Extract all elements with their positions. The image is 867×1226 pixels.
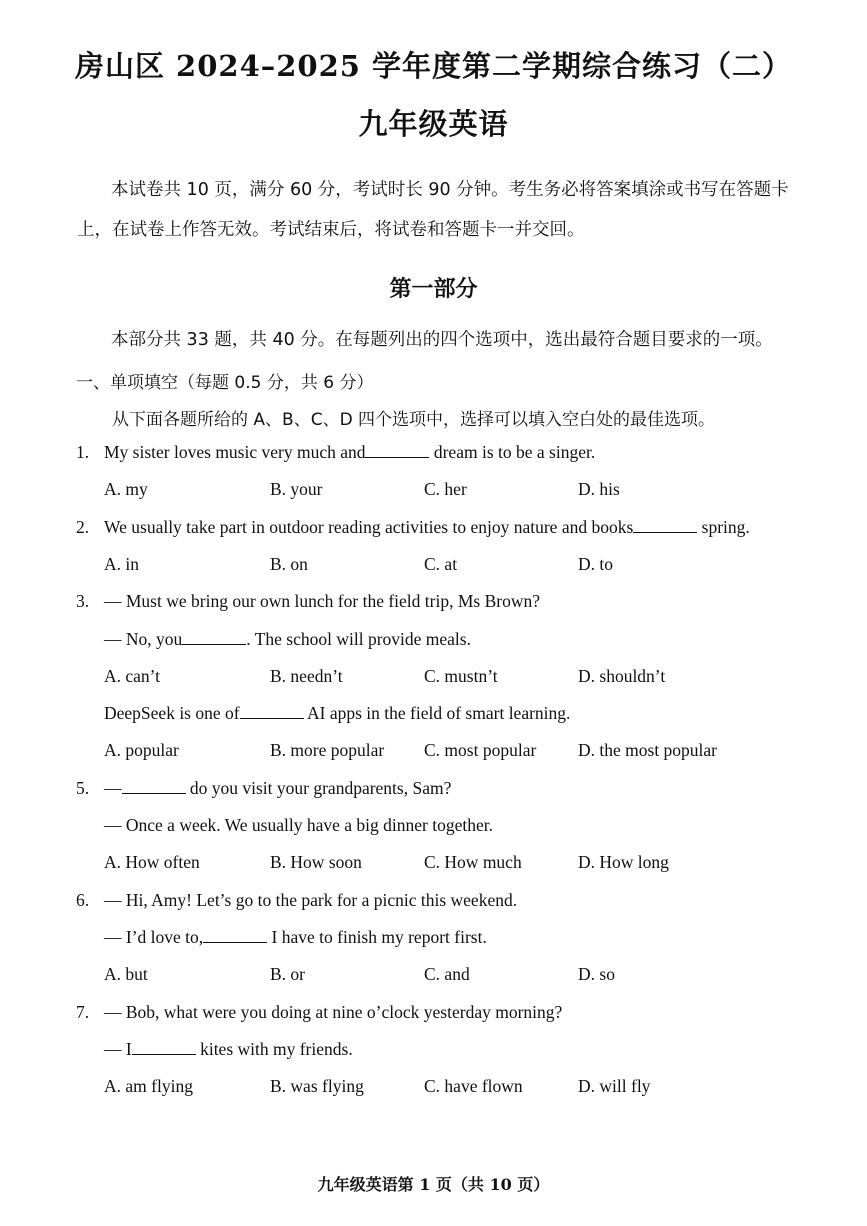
- option-d: D. shouldn’t: [578, 665, 666, 686]
- option-d: D. How long: [578, 852, 669, 873]
- option-a: A. my: [104, 479, 148, 500]
- question-stem: — Once a week. We usually have a big dinner together.: [104, 815, 493, 835]
- answer-blank: [132, 1040, 196, 1055]
- option-a: A. How often: [104, 852, 200, 873]
- question-number: 1.: [76, 442, 90, 462]
- question-number: 7.: [76, 1001, 90, 1022]
- question-stem: We usually take part in outdoor reading activities to enjoy nature and books spring.: [104, 516, 750, 537]
- option-c: C. How much: [424, 852, 522, 873]
- option-a: A. am flying: [104, 1076, 193, 1097]
- option-a: A. popular: [104, 740, 179, 761]
- option-b: B. was flying: [270, 1076, 364, 1097]
- question-stem: — do you visit your grandparents, Sam?: [104, 777, 452, 798]
- option-c: C. at: [424, 553, 458, 574]
- option-d: D. to: [578, 553, 613, 574]
- answer-blank: [122, 779, 186, 794]
- part-intro: 本部分共 33 题，共 40 分。在每题列出的四个选项中，选出最符合题目要求的一项。: [111, 330, 773, 350]
- option-a: A. can’t: [104, 665, 161, 686]
- option-b: B. your: [270, 479, 323, 500]
- option-c: C. most popular: [424, 740, 537, 761]
- question-stem: — Bob, what were you doing at nine o’clock yesterday morning?: [104, 1001, 563, 1022]
- answer-blank: [240, 704, 304, 719]
- section-title: 一、单项填空（每题 0.5 分，共 6 分）: [76, 373, 374, 393]
- question-stem: — Must we bring our own lunch for the field trip, Ms Brown?: [104, 591, 540, 612]
- question-number: 2.: [76, 516, 90, 537]
- option-c: C. her: [424, 479, 467, 500]
- option-c: C. and: [424, 964, 470, 985]
- option-a: A. but: [104, 964, 148, 985]
- answer-blank: [633, 518, 697, 533]
- option-d: D. will fly: [578, 1076, 651, 1097]
- section-direction: 从下面各题所给的 A、B、C、D 四个选项中，选择可以填入空白处的最佳选项。: [112, 410, 716, 430]
- question-stem: — No, you . The school will provide meals.: [104, 628, 471, 649]
- question-stem: — I’d love to, I have to finish my report first.: [104, 926, 487, 947]
- question-stem: My sister loves music very much and dream is to be a singer.: [104, 442, 596, 462]
- part-title: 第一部分: [389, 276, 478, 302]
- option-a: A. in: [104, 553, 139, 574]
- option-b: B. or: [270, 964, 305, 985]
- answer-blank: [203, 928, 267, 943]
- question-stem: — I kites with my friends.: [104, 1038, 353, 1059]
- option-d: D. his: [578, 479, 620, 500]
- option-b: B. needn’t: [270, 665, 343, 686]
- exam-title: 房山区 2024–2025 学年度第二学期综合练习（二）: [74, 49, 793, 83]
- question-stem: — Hi, Amy! Let’s go to the park for a picnic this weekend.: [104, 889, 518, 910]
- question-number: 5.: [76, 777, 90, 798]
- question-number: 6.: [76, 889, 90, 910]
- question-number: 3.: [76, 591, 90, 612]
- option-b: B. on: [270, 553, 308, 574]
- answer-blank: [365, 443, 429, 458]
- instructions: 本试卷共 10 页，满分 60 分，考试时长 90 分钟。考生务必将答案填涂或书写在答题卡上，在试卷上作答无效。考试结束后，将试卷和答题卡一并交回。: [77, 180, 789, 240]
- option-b: B. How soon: [270, 852, 362, 873]
- page-footer: 九年级英语第 1 页（共 10 页）: [317, 1175, 550, 1194]
- option-b: B. more popular: [270, 740, 385, 761]
- question-stem: DeepSeek is one of AI apps in the field of smart learning.: [104, 703, 571, 724]
- option-c: C. mustn’t: [424, 665, 498, 686]
- option-d: D. the most popular: [578, 740, 718, 761]
- exam-subtitle: 九年级英语: [358, 107, 509, 141]
- option-c: C. have flown: [424, 1076, 523, 1097]
- answer-blank: [182, 630, 246, 645]
- option-d: D. so: [578, 964, 615, 985]
